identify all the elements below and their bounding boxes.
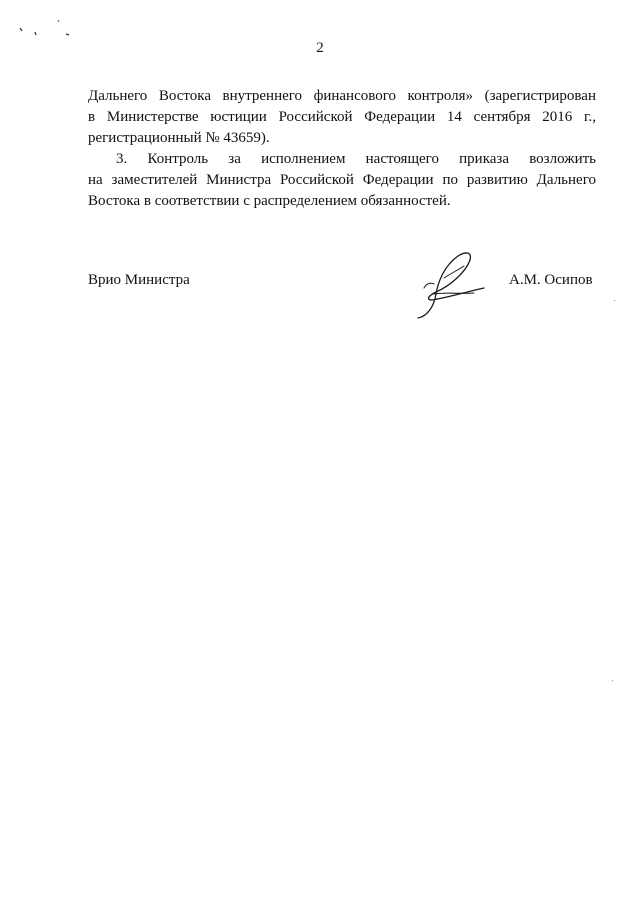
page-number: 2 <box>316 40 324 56</box>
paragraph-continuation <box>88 86 596 149</box>
handwritten-signature <box>414 248 494 322</box>
text-line: регистрационный № 43659). <box>88 130 270 146</box>
text-line: в Министерстве юстиции Российской Федерации 14 сентября 2016 г., <box>88 109 596 125</box>
text-line: Востока в соответствии с распределением обязанностей. <box>88 193 451 209</box>
signatory-title: Врио Министра <box>88 272 190 288</box>
scan-dot <box>614 300 615 301</box>
scan-dot <box>612 680 613 681</box>
paragraph-item-3 <box>88 149 596 212</box>
text-line: на заместителей Министра Российской Федерации по развитию Дальнего <box>88 172 596 188</box>
signatory-name: А.М. Осипов <box>509 272 593 288</box>
document-body <box>88 86 596 212</box>
text-line: 3. Контроль за исполнением настоящего приказа возложить <box>116 151 596 167</box>
text-line: Дальнего Востока внутреннего финансового контроля» (зарегистрирован <box>88 88 596 104</box>
